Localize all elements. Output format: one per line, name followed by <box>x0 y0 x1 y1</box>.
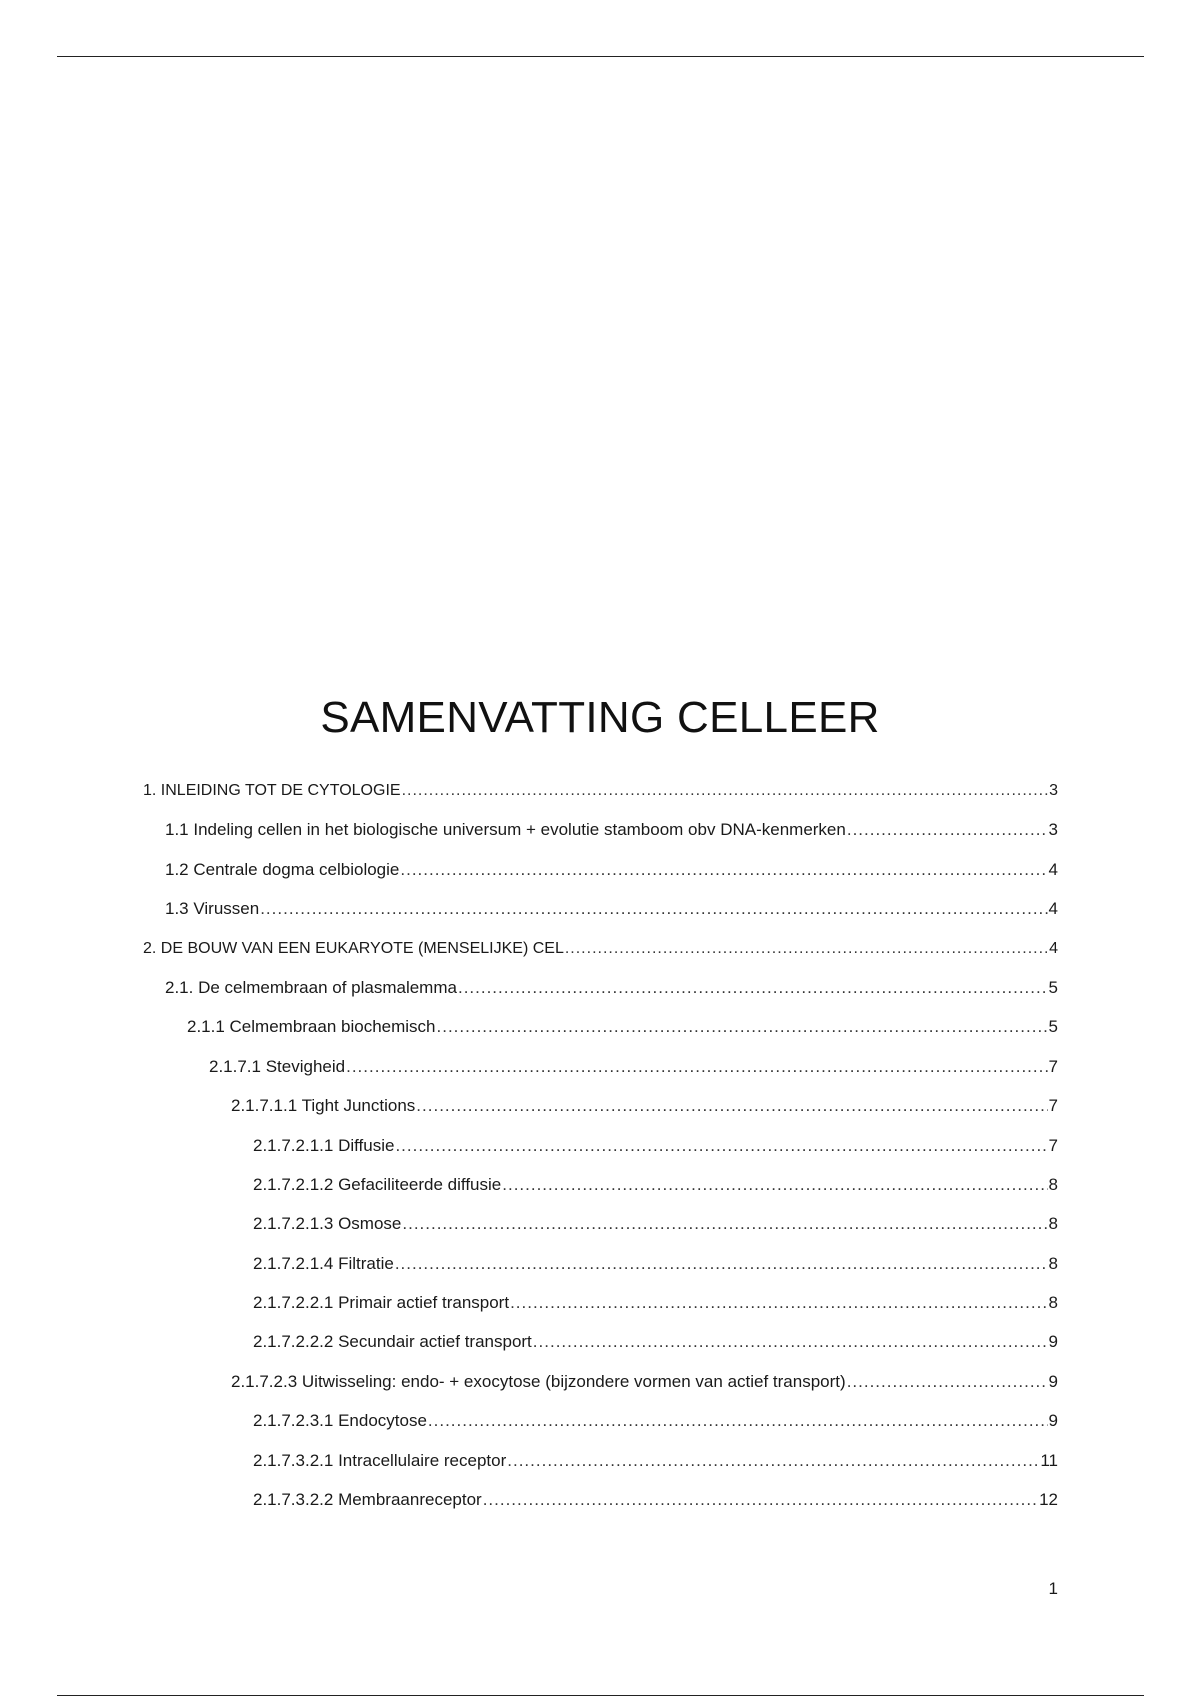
toc-entry[interactable] <box>143 1371 1058 1410</box>
toc-dot-leader <box>507 1450 1039 1472</box>
toc-entry[interactable] <box>143 819 1058 858</box>
toc-entry[interactable] <box>143 780 1058 819</box>
toc-dot-leader <box>510 1292 1047 1314</box>
toc-entry-label: 2.1.7.1 Stevigheid <box>209 1056 346 1076</box>
header-rule <box>57 56 1144 57</box>
toc-entry-page: 5 <box>1048 977 1058 997</box>
toc-entry-page: 9 <box>1048 1332 1058 1352</box>
toc-entry-page: 9 <box>1048 1411 1058 1431</box>
toc-dot-leader <box>483 1489 1038 1511</box>
toc-entry-label: 2.1.7.2.1.4 Filtratie <box>253 1253 394 1273</box>
toc-entry-page: 11 <box>1040 1450 1058 1470</box>
toc-entry[interactable] <box>143 1489 1058 1528</box>
toc-dot-leader <box>458 977 1048 999</box>
toc-entry[interactable] <box>143 1174 1058 1213</box>
toc-dot-leader <box>565 938 1048 960</box>
toc-dot-leader <box>400 859 1047 881</box>
toc-entry-label: 2.1.7.3.2.1 Intracellulaire receptor <box>253 1450 507 1470</box>
toc-entry-page: 3 <box>1048 820 1058 840</box>
toc-dot-leader <box>260 898 1047 920</box>
toc-entry-page: 3 <box>1049 782 1058 799</box>
toc-dot-leader <box>533 1331 1048 1353</box>
page-number: 1 <box>1048 1579 1058 1598</box>
table-of-contents <box>143 780 1058 1528</box>
toc-entry-label: 2.1.7.2.1.3 Osmose <box>253 1214 402 1234</box>
toc-entry[interactable] <box>143 1056 1058 1095</box>
toc-entry[interactable] <box>143 1135 1058 1174</box>
toc-dot-leader <box>416 1095 1047 1117</box>
toc-entry-label: 2. DE BOUW VAN EEN EUKARYOTE (MENSELIJKE) CEL <box>143 939 564 957</box>
toc-entry-page: 8 <box>1048 1253 1058 1273</box>
toc-entry-page: 9 <box>1048 1371 1058 1391</box>
toc-entry[interactable] <box>143 898 1058 937</box>
toc-entry-label: 2.1.7.2.2.2 Secundair actief transport <box>253 1332 532 1352</box>
toc-dot-leader <box>428 1410 1048 1432</box>
toc-dot-leader <box>346 1056 1047 1078</box>
footer-rule <box>57 1695 1144 1696</box>
toc-entry-page: 4 <box>1048 859 1058 879</box>
toc-entry-page: 5 <box>1048 1017 1058 1037</box>
toc-entry[interactable] <box>143 1095 1058 1134</box>
toc-entry-page: 12 <box>1039 1490 1058 1510</box>
toc-entry[interactable] <box>143 1331 1058 1370</box>
toc-entry-page: 7 <box>1048 1096 1058 1116</box>
toc-entry-label: 2.1.7.2.2.1 Primair actief transport <box>253 1293 510 1313</box>
document-title: SAMENVATTING CELLEER <box>320 693 880 743</box>
toc-dot-leader <box>395 1253 1048 1275</box>
toc-entry[interactable] <box>143 1292 1058 1331</box>
toc-entry[interactable] <box>143 1410 1058 1449</box>
toc-entry-label: 1.1 Indeling cellen in het biologische universum + evolutie stamboom obv DNA-kenmerken <box>165 820 846 840</box>
toc-entry-label: 2.1.7.3.2.2 Membraanreceptor <box>253 1490 482 1510</box>
toc-dot-leader <box>847 1371 1048 1393</box>
toc-entry-label: 1.3 Virussen <box>165 899 260 919</box>
toc-entry-label: 2.1.7.2.1.2 Gefaciliteerde diffusie <box>253 1174 502 1194</box>
toc-dot-leader <box>402 1213 1047 1235</box>
toc-entry-label: 2.1. De celmembraan of plasmalemma <box>165 977 457 997</box>
toc-entry-label: 2.1.7.2.1.1 Diffusie <box>253 1135 395 1155</box>
toc-entry[interactable] <box>143 859 1058 898</box>
toc-dot-leader <box>402 780 1049 802</box>
toc-entry[interactable] <box>143 1450 1058 1489</box>
toc-entry-page: 4 <box>1048 899 1058 919</box>
toc-dot-leader <box>437 1016 1048 1038</box>
toc-entry-page: 8 <box>1048 1214 1058 1234</box>
toc-entry-label: 2.1.7.2.3 Uitwisseling: endo- + exocytose (bijzondere vormen van actief transport) <box>231 1371 846 1391</box>
toc-entry-page: 8 <box>1048 1293 1058 1313</box>
toc-entry-label: 2.1.7.2.3.1 Endocytose <box>253 1411 427 1431</box>
toc-entry[interactable] <box>143 1016 1058 1055</box>
toc-entry-label: 2.1.1 Celmembraan biochemisch <box>187 1017 436 1037</box>
toc-entry-label: 2.1.7.1.1 Tight Junctions <box>231 1096 416 1116</box>
toc-entry[interactable] <box>143 938 1058 977</box>
toc-entry-label: 1.2 Centrale dogma celbiologie <box>165 859 400 879</box>
toc-dot-leader <box>847 819 1048 841</box>
toc-entry[interactable] <box>143 977 1058 1016</box>
toc-dot-leader <box>502 1174 1047 1196</box>
toc-dot-leader <box>395 1135 1047 1157</box>
toc-entry[interactable] <box>143 1253 1058 1292</box>
toc-entry-page: 7 <box>1048 1056 1058 1076</box>
toc-entry-page: 7 <box>1048 1135 1058 1155</box>
toc-entry[interactable] <box>143 1213 1058 1252</box>
toc-entry-page: 4 <box>1049 939 1058 957</box>
toc-entry-label: 1. INLEIDING TOT DE CYTOLOGIE <box>143 782 401 799</box>
toc-entry-page: 8 <box>1048 1174 1058 1194</box>
